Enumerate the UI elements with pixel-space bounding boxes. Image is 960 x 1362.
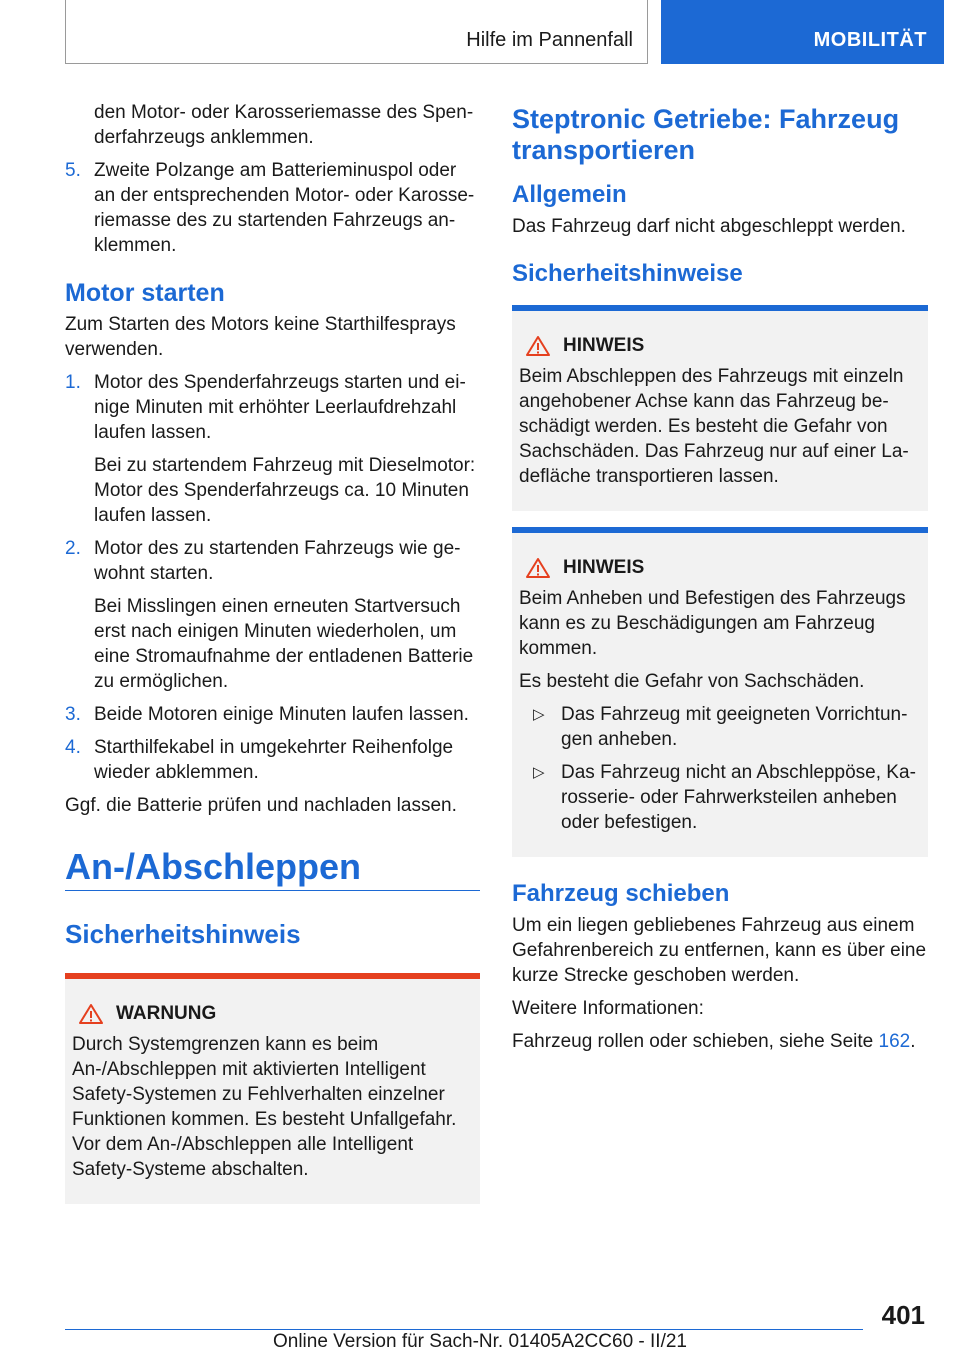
warning-text: Durch Systemgrenzen kann es beim An-/Abschleppen mit aktivierten Intelligent Safety-Systemen zu Fehlverhalten einzelner Funktionen kommen. Es besteht Unfallgefahr. Vor dem An-/Abschleppen alle Intelligent Safety-Systeme abschalten.	[72, 1034, 457, 1180]
warning-triangle-icon	[78, 1003, 104, 1025]
header-section-title: Hilfe im Pannenfall	[466, 29, 633, 51]
heading-allgemein: Allgemein	[512, 181, 627, 208]
list-item-step-4	[65, 735, 480, 785]
bullet-text: Das Fahrzeug nicht an Abschleppöse, Karosserie- oder Fahrwerksteilen anheben oder befestigen.	[561, 762, 916, 833]
list-item-number: 4.	[65, 737, 81, 758]
notice-text-2: Es besteht die Gefahr von Sachschäden.	[519, 671, 865, 692]
list-item-step-3	[65, 702, 480, 727]
list-item-number: 2.	[65, 538, 81, 559]
notice-box-2	[512, 527, 928, 857]
warning-triangle-icon	[525, 557, 551, 579]
page-reference-link[interactable]: 162	[878, 1031, 911, 1052]
header-section-box	[65, 0, 648, 64]
list-item-number: 3.	[65, 704, 81, 725]
list-item-text: Motor des zu startenden Fahrzeugs wie gewohnt starten.	[94, 538, 461, 584]
list-item-number: 5.	[65, 160, 81, 181]
more-info-text: Weitere Informationen:	[512, 998, 704, 1019]
closing-text: Ggf. die Batterie prüfen und nachladen lassen.	[65, 795, 457, 816]
list-item-text: Beide Motoren einige Minuten laufen lassen.	[94, 704, 469, 725]
notice-text: Beim Anheben und Befestigen des Fahrzeugs kann es zu Beschädigungen am Fahrzeug kommen.	[519, 588, 906, 659]
footer-divider	[65, 1329, 863, 1330]
heading-fahrzeug-schieben: Fahrzeug schieben	[512, 880, 730, 907]
bullet-text: Das Fahrzeug mit geeigneten Vorrichtungen anheben.	[561, 704, 908, 750]
list-item-text: Starthilfekabel in umgekehrter Reihenfolge wieder abklemmen.	[94, 737, 454, 783]
notice-text: Beim Abschleppen des Fahrzeugs mit einzeln angehobener Achse kann das Fahrzeug beschädigt werden. Es besteht die Gefahr von Sachschäden. Das Fahrzeug nur auf einer Ladefläche transportieren lassen.	[519, 366, 909, 487]
general-text: Das Fahrzeug darf nicht abgeschleppt werden.	[512, 216, 906, 237]
right-column	[512, 100, 928, 1062]
motor-intro-text: Zum Starten des Motors keine Starthilfesprays verwenden.	[65, 314, 456, 360]
notice-header	[519, 333, 920, 358]
list-item-text: Motor des Spenderfahrzeugs starten und einige Minuten mit erhöhter Leerlaufdrehzahl laufen lassen.	[94, 372, 466, 443]
header-chapter-tab[interactable]	[661, 0, 944, 64]
reference-label: Fahrzeug rollen oder schieben, siehe Seite	[512, 1031, 879, 1052]
reference-text	[512, 1029, 928, 1054]
warning-box	[65, 973, 480, 1204]
warning-triangle-icon	[525, 335, 551, 357]
warning-header	[72, 1001, 472, 1026]
heading-sicherheitshinweise: Sicherheitshinweise	[512, 260, 743, 287]
header-chapter-title: MOBILITÄT	[813, 29, 927, 51]
notice-label: HINWEIS	[563, 557, 645, 578]
list-item-text: den Motor- oder Karosseriemasse des Spenderfahrzeugs anklemmen.	[94, 102, 474, 148]
list-item-text: Zweite Polzange am Batterieminuspol oder an der entsprechenden Motor- oder Karosseriemasse des zu startenden Fahrzeugs anklemmen.	[94, 160, 475, 256]
list-item-subtext: Bei Misslingen einen erneuten Startversuch erst nach einigen Minuten wiederholen, um eine Stromaufnahme der entladenen Batterie zu ermöglichen.	[94, 596, 474, 692]
page-number: 401	[881, 1300, 925, 1330]
triangle-bullet-icon: ▷	[533, 706, 545, 723]
reference-end: .	[910, 1031, 916, 1052]
list-item-step-1	[65, 370, 480, 528]
notice-header	[519, 555, 920, 580]
warning-label: WARNUNG	[116, 1003, 217, 1024]
push-text: Um ein liegen gebliebenes Fahrzeug aus einem Gefahrenbereich zu entfernen, kann es über eine kurze Strecke geschoben werden.	[512, 915, 927, 986]
heading-motor-starten: Motor starten	[65, 279, 225, 307]
heading-steptronic: Steptronic Getriebe: Fahrzeug transportieren	[512, 104, 900, 165]
left-column	[65, 100, 480, 1218]
heading-an-abschleppen: An-/Abschleppen	[65, 846, 480, 891]
list-item-subtext: Bei zu startendem Fahrzeug mit Dieselmotor: Motor des Spenderfahrzeugs ca. 10 Minuten laufen lassen.	[94, 455, 476, 526]
list-item-step-2	[65, 536, 480, 694]
list-item-step-5	[65, 158, 480, 258]
bullet-item	[519, 760, 920, 835]
triangle-bullet-icon: ▷	[533, 764, 545, 781]
notice-box-1	[512, 305, 928, 511]
footer-online-version: Online Version für Sach-Nr. 01405A2CC60 - II/21	[272, 1331, 687, 1352]
list-item-number: 1.	[65, 372, 81, 393]
notice-label: HINWEIS	[563, 335, 645, 356]
bullet-item	[519, 702, 920, 752]
heading-sicherheitshinweis: Sicherheitshinweis	[65, 919, 301, 949]
list-item-continued	[65, 100, 480, 150]
